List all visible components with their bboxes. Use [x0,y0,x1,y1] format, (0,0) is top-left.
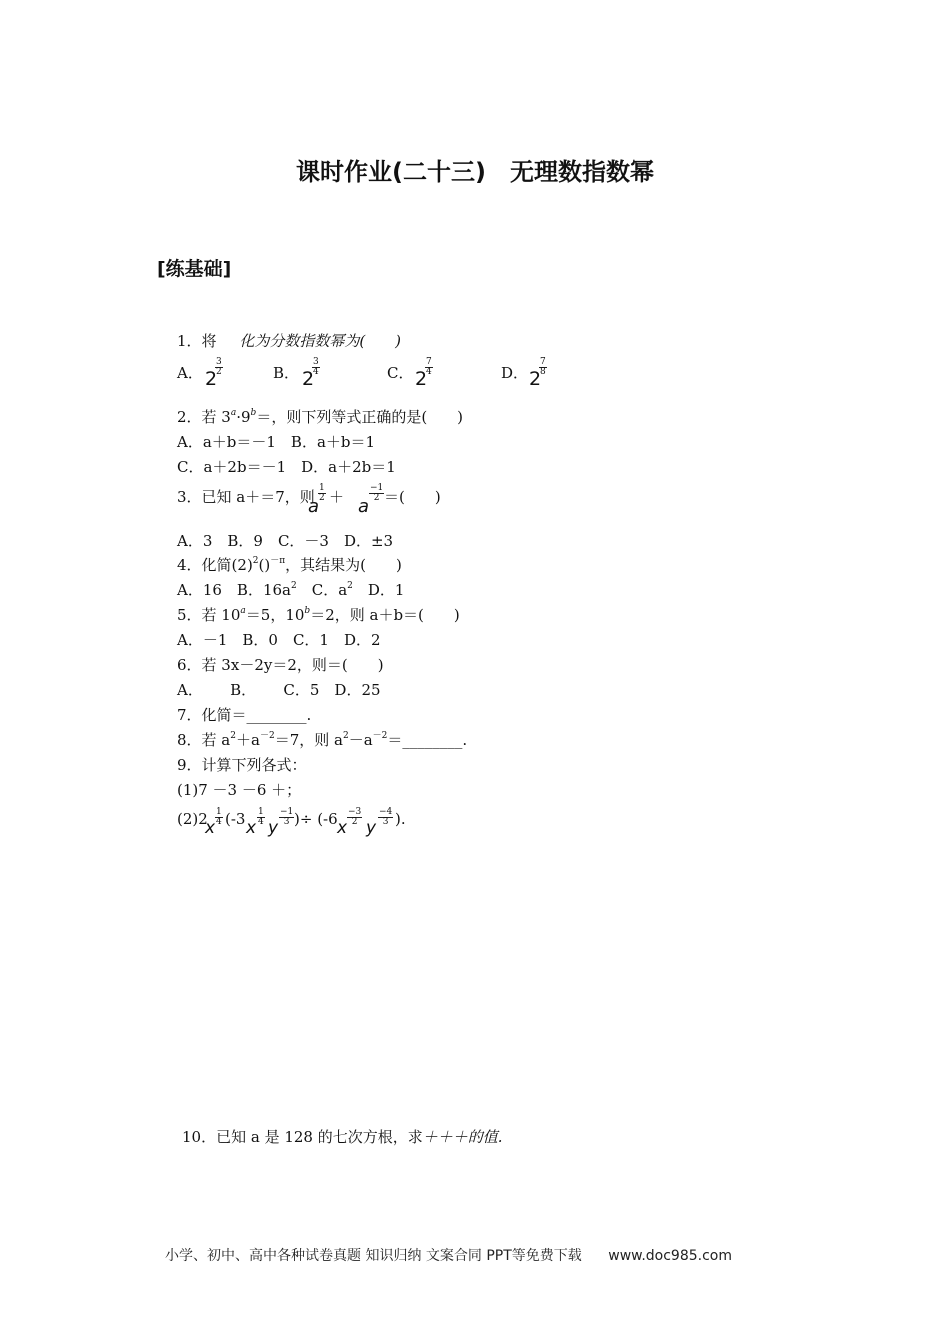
question-1-text: 化为分数指数幂为( ) [239,332,402,350]
question-9: 9．计算下列各式： [177,756,307,774]
question-8 [177,729,467,750]
option-b-label: B． [273,364,300,382]
question-4-options-ab: A．16 B．16a [177,581,291,599]
option-a-label: A． [177,364,203,382]
question-1-number: 1．将 [177,332,217,350]
question-8-exp-1: 2 [230,731,236,741]
exponent-1-4: $\frac{1}{4}$ [258,807,264,827]
question-10-stem: 10．已知 a 是 128 的七次方根，求 [182,1128,423,1146]
question-5 [177,604,460,625]
question-4-option-d: D．1 [352,581,405,599]
question-9-part-1: (1)7 －3 －6 ＋； [177,781,302,799]
section-heading: [练基础] [157,258,232,280]
question-8-stem: 8．若 a [177,731,231,749]
option-d-label: D． [501,364,529,382]
question-4-option-b-square: 2 [290,581,297,591]
question-10 [182,1126,503,1147]
question-6-options: A． B． C．5 D．25 [177,681,381,699]
question-8-part-1: ＋a [236,731,260,749]
question-8-part-2: ＝7，则 a [274,731,343,749]
exponent-neg-4-3: $\frac{-4}{3}$ [379,807,393,827]
variable-x: x [246,818,257,838]
option-d-exponent: $\frac{7}{8}$ [540,357,546,377]
question-2-stem-start: 2．若 3 [177,408,231,426]
question-2-options-row-1: A．a＋b＝－1 B．a＋b＝1 [177,433,376,451]
variable-y: y [268,818,279,838]
exponent-b: b [304,606,311,616]
question-2-options-row-2: C．a＋2b＝－1 D．a＋2b＝1 [177,458,396,476]
variable-y: y [366,818,377,838]
footer-text: 小学、初中、高中各种试卷真题 知识归纳 文案合同 PPT等免费下载 [165,1248,582,1264]
option-c-base: 2 [415,368,428,390]
question-4-stem-end: ，其结果为( ) [285,556,402,574]
page-footer [165,1245,732,1265]
question-3-plus: ＋ [329,488,345,506]
option-a-base: 2 [205,368,218,390]
variable-x: x [205,818,216,838]
question-6: 6．若 3x－2y＝2，则＝( ) [177,656,384,674]
question-9-p2-divide: )÷ (-6 [294,810,338,828]
question-3-exponent-2: $\frac{-1}{2}$ [370,483,384,503]
question-9-p2-start: (2)2 [177,810,208,828]
question-4-paren: () [258,556,271,574]
question-7: 7．化简＝________. [177,706,312,724]
option-b-base: 2 [302,368,315,390]
question-8-part-3: －a [348,731,373,749]
exponent-1-4: $\frac{1}{4}$ [216,807,222,827]
question-2 [177,406,463,427]
question-5-end: ＝2，则 a＋b＝( ) [310,606,460,624]
question-3-stem: 3．已知 a＋＝7，则 [177,488,315,506]
question-8-blank: ＝________. [387,731,468,749]
question-9-p2-open: (-3 [225,810,246,828]
exponent-neg-3-2: $\frac{-3}{2}$ [348,807,362,827]
variable-x: x [337,818,348,838]
question-5-options: A．－1 B．0 C．1 D．2 [177,631,381,649]
question-5-mid: ＝5，10 [245,606,305,624]
question-4-option-c: C．a [296,581,348,599]
question-9-p2-end: ). [395,810,406,828]
question-2-term-9: ·9 [236,408,251,426]
question-4-options [177,579,404,600]
question-2-stem-end: ＝，则下列等式正确的是( ) [256,408,464,426]
option-d-base: 2 [529,368,542,390]
option-a-exponent: $\frac{3}{2}$ [216,357,222,377]
question-10-end: ＋＋＋的值. [422,1128,503,1146]
question-9-part-2 [177,804,477,844]
exponent-neg-1-3: $\frac{-1}{3}$ [280,807,294,827]
question-3-answer-blank: ＝( ) [384,488,441,506]
footer-url[interactable]: www.doc985.com [608,1248,732,1264]
option-c-label: C． [387,364,414,382]
question-3-base-1: a [308,496,320,517]
question-3 [177,480,597,520]
question-4-stem: 4．化简(2) [177,556,253,574]
question-3-base-2: a [358,496,370,517]
question-3-exponent-1: $\frac{1}{2}$ [319,483,325,503]
question-4-pi-exponent: －π [270,556,286,566]
question-1 [177,330,401,351]
question-8-exp-4: －2 [372,731,388,741]
question-3-options: A．3 B．9 C．－3 D．±3 [177,532,394,550]
question-8-exp-2: －2 [259,731,275,741]
option-b-exponent: $\frac{3}{4}$ [313,357,319,377]
exponent-a: a [230,408,237,418]
question-8-exp-3: 2 [342,731,349,741]
question-4 [177,554,402,575]
exponent-a: a [240,606,246,616]
question-4-option-c-square: 2 [347,581,353,591]
question-1-options [177,356,577,396]
page-title: 课时作业(二十三) 无理数指数幂 [296,158,654,186]
exponent-b: b [250,408,257,418]
question-5-stem: 5．若 10 [177,606,241,624]
question-4-square: 2 [252,556,259,566]
option-c-exponent: $\frac{7}{4}$ [426,357,432,377]
